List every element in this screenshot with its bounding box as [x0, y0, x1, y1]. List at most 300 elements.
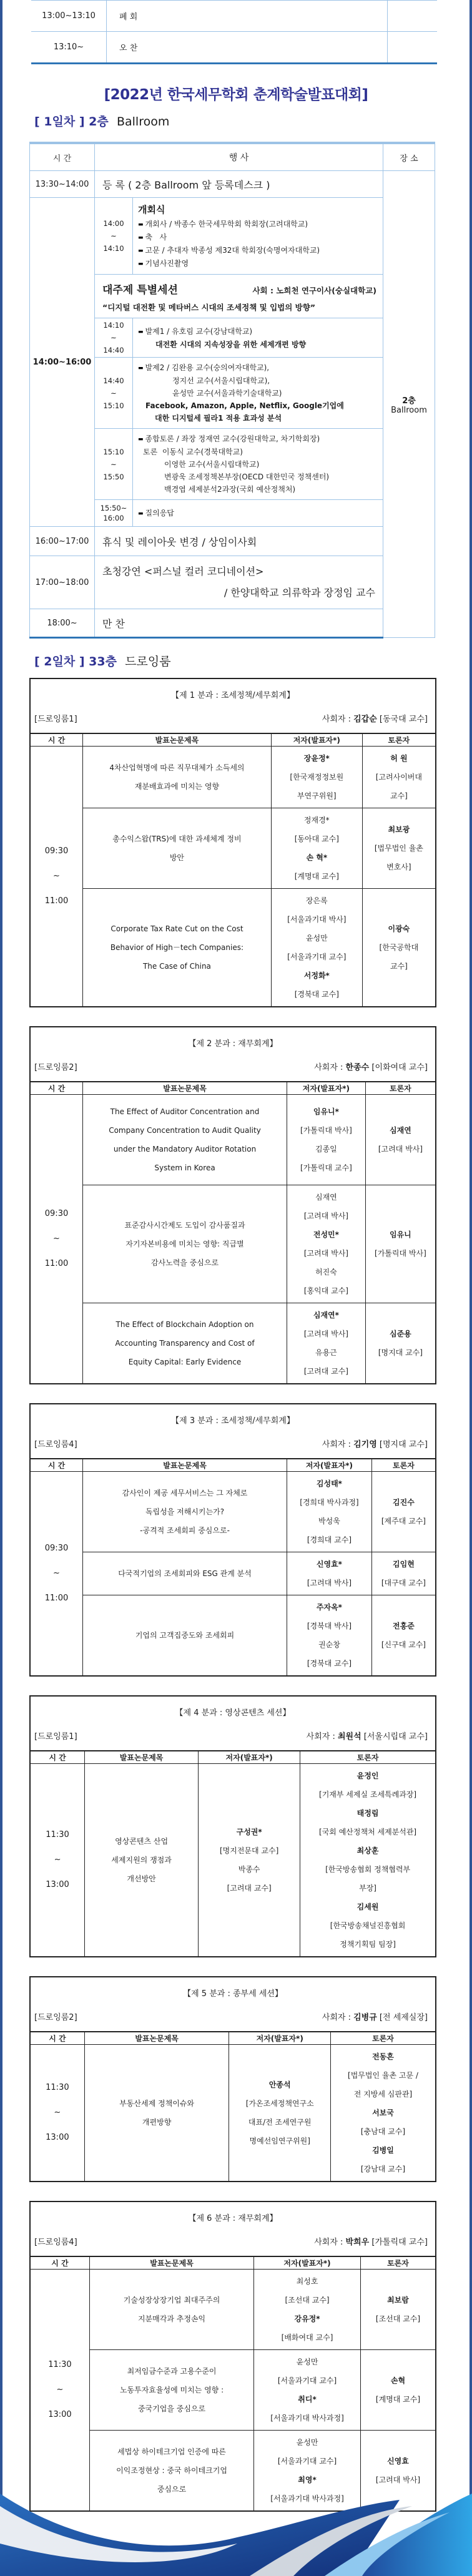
paper-title-line: Behavior of High－tech Companies: — [110, 943, 244, 952]
paper-discussants — [362, 889, 436, 1007]
column-header: 시 간 — [30, 1459, 83, 1472]
discussant-line: 심준용 — [390, 1330, 411, 1338]
lecture-title: 초청강연 <퍼스널 컬러 코디네이션> — [102, 566, 264, 577]
author-line: 임유니* — [313, 1107, 339, 1116]
author-line: [고려대 박사] — [303, 1212, 348, 1220]
paper-authors — [287, 1472, 372, 1552]
talk-1 — [95, 318, 383, 358]
time-tilde: ~ — [111, 388, 117, 398]
paper-authors — [271, 808, 362, 889]
column-header: 시 간 — [30, 1751, 85, 1764]
discussant-line: [국회 예산정책처 세제분석관] — [319, 1828, 417, 1836]
schedule-row — [31, 32, 437, 64]
day2-sessions — [0, 678, 472, 2512]
paper-title-line: 감사인이 제공 세무서비스는 그 자체로 — [122, 1489, 248, 1497]
talk-speaker: ▬ 발제2 / 김완용 교수(숭의여자대학교), — [138, 361, 378, 375]
session-gap — [0, 1384, 472, 1403]
author-line: [서울과기대 박사과정] — [270, 2494, 344, 2503]
paper-authors — [287, 1552, 372, 1595]
paper-authors — [287, 1185, 366, 1303]
column-header: 발표논문제목 — [83, 1082, 287, 1095]
paper-title — [83, 1095, 287, 1185]
column-header: 저자(발표자*) — [199, 1751, 300, 1764]
paper-row — [30, 1303, 436, 1384]
paper-title — [83, 1595, 287, 1677]
author-line: 구성권* — [236, 1828, 262, 1836]
paper-title — [85, 1764, 199, 1957]
place-floor: 2층 — [402, 396, 416, 406]
author-line: [가온조세정책연구소 — [245, 2099, 314, 2108]
discussant-line: 이광숙 — [388, 924, 410, 933]
author-line: [경희대 박사과정] — [300, 1498, 359, 1507]
paper-title-line: 이익조정현상 : 중국 하이테크기업 — [116, 2466, 227, 2475]
discussant-line: 전홍준 — [393, 1622, 415, 1630]
paper-title — [89, 2350, 253, 2431]
paper-discussants — [330, 2045, 436, 2182]
paper-title-line: 지분매각과 추정손익 — [137, 2314, 206, 2323]
author-line: 윤성만 — [296, 2358, 318, 2366]
paper-discussants — [371, 1595, 436, 1677]
session-moderator: 사회자 : 김기영 [명지대 교수] — [322, 1440, 428, 1449]
paper-discussants — [362, 747, 436, 808]
panel-member: 토론 이동식 교수(경북대학교) — [143, 448, 243, 456]
paper-title — [83, 808, 272, 889]
time-part: 09:30 — [44, 1209, 69, 1218]
time-tilde: ~ — [111, 459, 117, 469]
opening-item: ▬ 기념사진촬영 — [138, 257, 378, 270]
discussant-line: 교수] — [390, 791, 408, 800]
discussant-line: 전 지방세 심판관] — [353, 2090, 413, 2099]
time-cell: 13:00~13:10 — [31, 1, 107, 32]
event-cell: 만 찬 — [95, 609, 383, 638]
panel-chair: ▬ 종합토론 / 좌장 정재연 교수(강원대학교, 차기학회장) — [138, 433, 378, 446]
schedule-row-main-block — [30, 198, 435, 527]
author-line: [계명대 교수] — [294, 872, 339, 881]
paper-title — [83, 1303, 287, 1384]
page-title: [2022년 한국세무학회 춘계학술발표대회] — [104, 87, 368, 103]
moderator-affiliation: [동국대 교수] — [376, 715, 428, 724]
session-title: 【제 4 분과 : 영상콘텐츠 세션】 — [175, 1708, 291, 1718]
author-line: [홍익대 교수] — [303, 1286, 348, 1295]
special-session-moderator: 사회 : 노희천 연구이사(숭실대학교) — [252, 286, 376, 295]
column-header: 시 간 — [30, 733, 83, 747]
paper-title-line: Corporate Tax Rate Cut on the Cost — [111, 924, 243, 933]
schedule-row-dinner — [30, 609, 435, 638]
paper-title — [83, 889, 272, 1007]
discussant-line: 부장] — [359, 1884, 376, 1893]
paper-title-line: The Case of China — [142, 962, 211, 971]
moderator-affiliation: [이화여대 교수] — [369, 1063, 428, 1072]
session-time — [30, 2045, 84, 2182]
session-gap — [0, 1957, 472, 1976]
time-part: ~ — [54, 1855, 61, 1864]
session-title: 【제 5 분과 : 종부세 세션】 — [183, 1989, 283, 1999]
event-cell: 휴식 및 레이아웃 변경 / 상임이사회 — [95, 527, 383, 556]
column-header: 저자(발표자*) — [287, 1459, 372, 1472]
session-room: [드로잉룸4] — [34, 1440, 77, 1449]
opening-item: ▬ 개회사 / 박종수 한국세무학회 학회장(고려대학교) — [138, 218, 378, 231]
time-cell: 17:00~18:00 — [30, 556, 95, 609]
header-event: 행 사 — [95, 143, 383, 171]
author-line: 장윤정* — [303, 754, 330, 763]
time-part: 11:30 — [46, 2083, 69, 2092]
subcontent — [133, 500, 383, 527]
subtime — [95, 198, 133, 275]
time-part: 11:30 — [48, 2360, 72, 2369]
paper-discussants — [300, 1764, 436, 1957]
paper-row — [30, 889, 436, 1007]
main-block-cell — [95, 198, 383, 527]
time-end: 14:10 — [103, 244, 124, 253]
paper-row — [30, 1185, 436, 1303]
paper-authors — [287, 1595, 372, 1677]
paper-title — [83, 1552, 287, 1595]
author-line: 김종일 — [315, 1145, 337, 1153]
author-line: 박종수 — [238, 1865, 260, 1874]
moderator-name: 최원석 — [337, 1732, 361, 1741]
column-header: 저자(발표자*) — [271, 733, 362, 747]
subtime — [95, 358, 133, 429]
discussant-line: 김세원 — [356, 1903, 379, 1911]
session-room: [드로잉룸1] — [34, 1732, 77, 1741]
paper-authors — [254, 2270, 361, 2350]
discussant-line: 심재연 — [390, 1126, 411, 1135]
author-line: 강유정* — [294, 2314, 320, 2323]
paper-row — [30, 747, 436, 808]
moderator-affiliation: [명지대 교수] — [376, 1440, 428, 1449]
author-line: 최영* — [298, 2476, 317, 2484]
schedule-row-registration — [30, 171, 435, 198]
discussant-line: [계명대 교수] — [375, 2395, 421, 2404]
day1-heading — [34, 112, 472, 129]
discussant-line: 태정림 — [356, 1809, 379, 1818]
discussant-line: 임유니 — [390, 1230, 411, 1239]
time-cell: 16:00~17:00 — [30, 527, 95, 556]
author-line: 심재연 — [315, 1193, 337, 1202]
author-line: [서울과기대 교수] — [287, 953, 347, 961]
session-table — [29, 1695, 436, 1957]
author-line: 허진숙 — [315, 1268, 337, 1276]
session-moderator: 사회자 : 최원석 [서울시립대 교수] — [306, 1732, 428, 1741]
author-line: 윤성만 — [296, 2438, 318, 2447]
paper-title-line: 부동산세제 정책이슈와 — [119, 2099, 194, 2108]
qa-label: ▬ 질의응답 — [138, 507, 378, 520]
talk-coauthor: 윤성만 교수(서울과학기술대학교) — [172, 389, 282, 398]
author-line: 대표/전 조세연구원 — [248, 2118, 312, 2127]
discussant-line: [대구대 교수] — [381, 1579, 426, 1587]
column-header: 시 간 — [30, 2256, 89, 2270]
time-end: 14:40 — [103, 346, 124, 355]
session-room: [드로잉룸1] — [34, 715, 77, 724]
moderator-name: 김기영 — [353, 1440, 377, 1449]
main-block-subtable — [95, 198, 383, 526]
paper-title-line: The Effect of Auditor Concentration and — [110, 1107, 260, 1116]
session-table — [29, 1976, 436, 2182]
author-line: 부연구위원] — [297, 791, 337, 800]
paper-authors — [287, 1303, 366, 1384]
special-session — [95, 275, 383, 318]
paper-title-line: 감사노력을 중심으로 — [150, 1258, 219, 1267]
paper-title-line: -공격적 조세회피 중심으로- — [140, 1526, 230, 1535]
column-header: 토론자 — [300, 1751, 436, 1764]
column-header: 시 간 — [30, 2032, 84, 2045]
paper-title-line: 중심으로 — [157, 2485, 187, 2494]
paper-authors — [229, 2045, 331, 2182]
time-part: 09:30 — [44, 1544, 69, 1553]
author-line: 신영효* — [316, 1560, 342, 1569]
discussant-line: 서보국 — [372, 2108, 394, 2117]
subcontent — [133, 429, 383, 500]
time-part: 13:00 — [46, 1880, 69, 1889]
discussant-line: 최상훈 — [356, 1846, 379, 1855]
author-line: 전성민* — [313, 1230, 339, 1239]
paper-authors — [271, 747, 362, 808]
author-line: 안종석 — [268, 2080, 291, 2089]
panel-member: 이영한 교수(서울시립대학교) — [164, 460, 260, 469]
paper-row — [30, 2270, 436, 2350]
discussant-line: [법무법인 율촌 — [374, 844, 423, 853]
paper-row — [30, 1472, 436, 1552]
discussant-line: 최보광 — [388, 825, 410, 834]
moderator-name: 김갑순 — [353, 715, 377, 724]
talk-topic: 대한 디지털세 필라1 적용 효과성 분석 — [155, 414, 282, 423]
author-line: [서울과기대 박사] — [287, 915, 347, 924]
paper-title-line: Equity Capital: Early Evidence — [128, 1358, 242, 1366]
event-cell: 오 찬 — [107, 32, 388, 64]
paper-authors — [287, 1095, 366, 1185]
author-line: 최성호 — [296, 2277, 318, 2286]
discussant-line: [한국방송채널진흥협회 — [330, 1921, 406, 1930]
author-line: [조선대 교수] — [285, 2296, 330, 2304]
time-start: 14:10 — [103, 321, 124, 330]
column-header: 발표논문제목 — [83, 733, 272, 747]
discussant-line: 김병일 — [372, 2146, 394, 2155]
talk-2 — [95, 358, 383, 429]
event-cell: 폐 회 — [107, 1, 388, 32]
opening-item: ▬ 고문 / 추대자 박종성 제32대 학회장(숙명여자대학교) — [138, 244, 378, 257]
paper-title-line: 세법상 하이테크기업 인증에 따른 — [117, 2447, 226, 2456]
author-line: 윤성만 — [305, 934, 328, 943]
schedule-row — [31, 1, 437, 32]
time-part: 11:30 — [46, 1830, 69, 1839]
column-header: 발표논문제목 — [85, 1751, 199, 1764]
author-line: [경희대 교수] — [307, 1535, 352, 1544]
paper-row — [30, 1764, 436, 1957]
time-part: 11:00 — [44, 896, 69, 906]
time-tilde: ~ — [111, 333, 117, 342]
lecture-speaker: / 한양대학교 의류학과 장정임 교수 — [224, 587, 375, 599]
time-part: ~ — [56, 2385, 64, 2394]
paper-title-line: 기술성장상장기업 최대주주의 — [123, 2296, 220, 2304]
time-start: 14:40 — [103, 376, 124, 385]
time-cell: 13:30~14:00 — [30, 171, 95, 198]
session-time — [30, 1764, 85, 1957]
column-headers — [30, 733, 436, 747]
moderator-name: 김병규 — [353, 2013, 377, 2022]
session-room: [드로잉룸2] — [34, 1063, 77, 1072]
paper-row — [30, 1552, 436, 1595]
discussant-line: 정책기획팀 팀장] — [340, 1940, 396, 1949]
place-room: Ballroom — [391, 405, 427, 415]
paper-title-line: 기업의 고객집중도와 조세회피 — [135, 1631, 235, 1640]
time-end: 16:00 — [103, 514, 124, 522]
special-session-title: 대주제 특별세션 — [102, 284, 178, 296]
subcontent — [133, 358, 383, 429]
time-start: 14:00 — [103, 219, 124, 228]
paper-title-line: under the Mandatory Auditor Rotation — [113, 1145, 257, 1153]
time-cell: 13:10~ — [31, 32, 107, 64]
author-line: 손 혁* — [306, 853, 328, 862]
session-table — [29, 678, 436, 1007]
author-line: 서정화* — [303, 971, 330, 980]
day1-room: Ballroom — [116, 115, 170, 129]
discussant-line: 김임현 — [393, 1560, 415, 1569]
time-part: 13:00 — [48, 2410, 72, 2419]
author-line: [명지전문대 교수] — [219, 1846, 279, 1855]
event-cell — [95, 556, 383, 609]
column-header: 발표논문제목 — [83, 1459, 287, 1472]
paper-discussants — [371, 1552, 436, 1595]
discussant-line: [강남대 교수] — [360, 2165, 406, 2173]
author-line: [경북대 교수] — [294, 990, 339, 999]
column-header: 저자(발표자*) — [254, 2256, 361, 2270]
time-part: 11:00 — [44, 1594, 69, 1603]
column-header: 토론자 — [360, 2256, 436, 2270]
author-line: 권순창 — [318, 1640, 340, 1649]
author-line: [가톨릭대 교수] — [300, 1163, 352, 1172]
column-header: 토론자 — [365, 1082, 436, 1095]
paper-title — [83, 747, 272, 808]
column-headers — [30, 1751, 436, 1764]
session-table — [29, 1026, 436, 1384]
paper-title — [83, 1472, 287, 1552]
session-header — [30, 1027, 436, 1082]
time-end: 15:50 — [103, 472, 124, 481]
session-moderator: 사회자 : 한종수 [이화여대 교수] — [314, 1063, 428, 1072]
paper-row — [30, 1095, 436, 1185]
author-line: 박성욱 — [318, 1517, 340, 1526]
paper-discussants — [362, 808, 436, 889]
session-gap — [0, 2182, 472, 2201]
paper-discussants — [371, 1472, 436, 1552]
discussant-line: 김진수 — [393, 1498, 415, 1507]
session-block — [0, 1695, 472, 1957]
session-title: 【제 3 분과 : 조세정책/세무회계】 — [171, 1416, 295, 1426]
session-header — [30, 1696, 436, 1751]
paper-title — [89, 2270, 253, 2350]
session-gap — [0, 1007, 472, 1026]
place-cell — [388, 1, 438, 32]
opening-ceremony — [95, 198, 383, 275]
time-start: 15:50~ — [100, 504, 127, 512]
paper-title — [84, 2045, 229, 2182]
column-header: 토론자 — [371, 1459, 436, 1472]
author-line: [한국재정정보원 — [290, 773, 344, 781]
discussant-line: [법무법인 율촌 고문 / — [348, 2071, 418, 2080]
session-time — [30, 1472, 83, 1677]
paper-authors — [271, 889, 362, 1007]
day2-room: 드로잉룸 — [125, 655, 171, 668]
paper-title-line: System in Korea — [154, 1163, 215, 1172]
session-gap — [0, 1677, 472, 1695]
discussant-line: 허 원 — [390, 754, 408, 763]
paper-row — [30, 808, 436, 889]
discussant-line: 최보람 — [387, 2296, 409, 2304]
panel-member: 변광욱 조세정책본부장(OECD 대한민국 정책센터) — [164, 473, 330, 481]
discussant-line: 교수] — [390, 962, 408, 971]
time-part: ~ — [53, 1569, 60, 1578]
paper-row — [30, 1595, 436, 1677]
session-time — [30, 747, 83, 1007]
column-headers — [30, 2032, 436, 2045]
opening-title: 개회식 — [138, 204, 165, 215]
time-part: 11:00 — [44, 1259, 69, 1268]
paper-discussants — [365, 1185, 436, 1303]
author-line: 주자옥* — [316, 1603, 342, 1612]
subtime — [95, 429, 133, 500]
author-line: [서울과기대 교수] — [277, 2376, 337, 2385]
discussant-line: [조선대 교수] — [375, 2314, 421, 2323]
session-title: 【제 2 분과 : 재무회계】 — [188, 1039, 278, 1049]
paper-title-line: The Effect of Blockchain Adoption on — [116, 1320, 254, 1329]
paper-title-line: 표준감사시간제도 도입이 감사품질과 — [124, 1221, 245, 1230]
author-line: [서울과기대 교수] — [277, 2457, 337, 2466]
paper-title-line: 개선방안 — [127, 1874, 156, 1883]
paper-title-line: 4차산업혁명에 따른 직무대체가 소득세의 — [109, 763, 245, 772]
paper-title — [83, 1185, 287, 1303]
paper-title-line: 방안 — [169, 853, 185, 862]
session-title: 【제 1 분과 : 조세정책/세무회계】 — [171, 691, 295, 700]
discussant-line: [가톨릭대 박사] — [375, 1249, 426, 1258]
paper-title-line: 세제지원의 쟁점과 — [111, 1856, 172, 1864]
time-cell: 18:00~ — [30, 609, 95, 638]
author-line: 심재연* — [313, 1311, 339, 1320]
time-start: 15:10 — [103, 447, 124, 456]
author-line: [고려대 박사] — [303, 1249, 348, 1258]
paper-title-line: 최저임금수준과 고용수준이 — [127, 2367, 217, 2376]
moderator-affiliation: [전 세제실장] — [376, 2013, 428, 2022]
author-line: 김성태* — [316, 1479, 342, 1488]
discussant-line: 전동흔 — [372, 2052, 394, 2061]
time-part: ~ — [54, 2108, 61, 2117]
paper-discussants — [360, 2270, 436, 2350]
session-moderator: 사회자 : 김병규 [전 세제실장] — [322, 2013, 428, 2022]
day1-label: [ 1일차 ] 2층 — [34, 115, 109, 129]
author-line: 정재경* — [303, 816, 330, 825]
special-session-theme: “디지털 대전환 및 메타버스 시대의 조세정책 및 입법의 방향” — [102, 303, 316, 312]
paper-title-line: 재분배효과에 미치는 영향 — [134, 782, 220, 791]
author-line: [동아대 교수] — [294, 835, 339, 843]
discussant-line: [명지대 교수] — [378, 1348, 423, 1357]
session-moderator: 사회자 : 김갑순 [동국대 교수] — [322, 715, 428, 724]
discussant-line: [신구대 교수] — [381, 1640, 426, 1649]
day2-heading — [34, 652, 472, 669]
paper-row — [30, 2045, 436, 2182]
column-header: 발표논문제목 — [89, 2256, 253, 2270]
moderator-affiliation: [가톨릭대 교수] — [369, 2238, 428, 2247]
author-line: [경북대 박사] — [307, 1622, 352, 1630]
author-line: [가톨릭대 박사] — [300, 1126, 352, 1135]
session-moderator: 사회자 : 박희우 [가톨릭대 교수] — [314, 2238, 428, 2247]
session-block — [0, 1403, 472, 1677]
column-header: 토론자 — [362, 733, 436, 747]
opening-item: ▬ 축 사 — [138, 231, 378, 244]
paper-title-line: 노동투자효율성에 미치는 영향 : — [119, 2386, 224, 2394]
subtime — [95, 318, 133, 358]
discussant-line: 변호사] — [386, 863, 411, 871]
time-part: 13:00 — [46, 2133, 69, 2142]
column-headers — [30, 1459, 436, 1472]
